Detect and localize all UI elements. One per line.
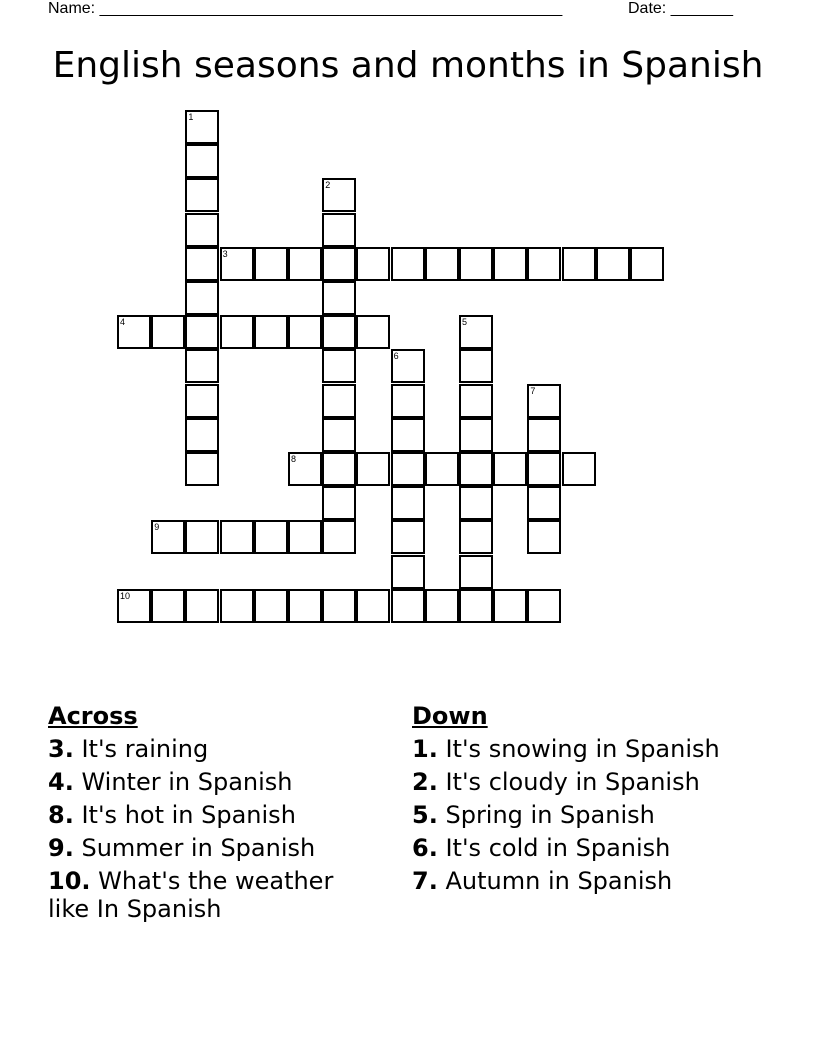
crossword-cell[interactable] [220,247,254,281]
crossword-cell[interactable] [562,247,596,281]
crossword-cell[interactable] [391,418,425,452]
crossword-cell[interactable] [391,349,425,383]
clue-text: It's cloudy in Spanish [445,768,700,796]
across-clues [48,702,368,928]
crossword-cell[interactable] [527,384,561,418]
date-field[interactable]: Date: _______ [628,0,733,17]
clue-item [48,735,368,763]
clue-text: What's the weather like In Spanish [48,867,334,923]
name-field[interactable]: Name: ____________________________________________________ [48,0,563,17]
crossword-cell[interactable] [391,555,425,589]
crossword-cell[interactable] [527,418,561,452]
crossword-cell[interactable] [117,315,151,349]
crossword-cell[interactable] [322,418,356,452]
clue-number-label: 2 [325,180,331,191]
crossword-cell[interactable] [322,452,356,486]
crossword-cell[interactable] [185,452,219,486]
crossword-cell[interactable] [391,452,425,486]
clue-number-label: 9 [154,522,160,533]
across-heading: Across [48,702,138,730]
crossword-cell[interactable] [493,589,527,623]
crossword-cell[interactable] [185,349,219,383]
crossword-cell[interactable] [425,589,459,623]
crossword-cell[interactable] [459,247,493,281]
crossword-cell[interactable] [220,589,254,623]
crossword-cell[interactable] [185,589,219,623]
crossword-cell[interactable] [630,247,664,281]
crossword-cell[interactable] [254,315,288,349]
clue-text: Summer in Spanish [81,834,316,862]
crossword-cell[interactable] [288,452,322,486]
clue-number-label: 1 [188,112,194,122]
crossword-cell[interactable] [185,213,219,247]
clue-number: 10. [48,867,91,895]
clue-text: Spring in Spanish [445,801,655,829]
crossword-cell[interactable] [356,589,390,623]
clue-number: 1. [412,735,438,763]
clue-item [48,801,368,829]
crossword-cell[interactable] [254,520,288,554]
crossword-cell[interactable] [322,486,356,520]
crossword-cell[interactable] [459,452,493,486]
crossword-cell[interactable] [562,452,596,486]
clue-item [412,768,792,796]
clue-item [48,834,368,862]
crossword-cell[interactable] [288,315,322,349]
clue-number: 9. [48,834,74,862]
crossword-cell[interactable] [185,178,219,212]
clue-text: Winter in Spanish [81,768,293,796]
crossword-cell[interactable] [391,247,425,281]
crossword-cell[interactable] [356,247,390,281]
crossword-cell[interactable] [391,589,425,623]
crossword-cell[interactable] [254,247,288,281]
clue-number-label: 7 [530,385,536,396]
crossword-cell[interactable] [117,589,151,623]
crossword-cell[interactable] [493,452,527,486]
crossword-cell[interactable] [322,589,356,623]
crossword-cell[interactable] [459,349,493,383]
clue-number-label: 3 [222,248,228,259]
crossword-cell[interactable] [425,452,459,486]
crossword-cell[interactable] [459,315,493,349]
crossword-cell[interactable] [288,520,322,554]
crossword-cell[interactable] [322,520,356,554]
crossword-cell[interactable] [459,486,493,520]
clue-number: 7. [412,867,438,895]
crossword-cell[interactable] [151,589,185,623]
crossword-cell[interactable] [459,384,493,418]
clue-number: 6. [412,834,438,862]
crossword-cell[interactable] [391,486,425,520]
crossword-cell[interactable] [185,418,219,452]
down-heading: Down [412,702,488,730]
clue-item [412,834,792,862]
crossword-cell[interactable] [322,281,356,315]
crossword-cell[interactable] [527,520,561,554]
crossword-cell[interactable] [220,520,254,554]
crossword-cell[interactable] [322,349,356,383]
crossword-cell[interactable] [185,520,219,554]
crossword-cell[interactable] [527,247,561,281]
clue-number: 5. [412,801,438,829]
crossword-cell[interactable] [185,144,219,178]
page-title: English seasons and months in Spanish [52,45,764,86]
clue-item [412,801,792,829]
clue-number-label: 5 [462,317,468,328]
crossword-cell[interactable] [459,520,493,554]
clue-item [48,768,368,796]
clue-number-label: 6 [393,351,399,362]
crossword-cell[interactable] [185,315,219,349]
crossword-cell[interactable] [151,315,185,349]
clue-number: 2. [412,768,438,796]
clue-item [48,867,368,923]
clue-number: 3. [48,735,74,763]
crossword-cell[interactable] [356,452,390,486]
crossword-cell[interactable] [185,110,219,144]
crossword-cell[interactable] [288,247,322,281]
crossword-cell[interactable] [322,213,356,247]
crossword-cell[interactable] [459,555,493,589]
crossword-cell[interactable] [425,247,459,281]
clue-item [412,735,792,763]
crossword-cell[interactable] [356,315,390,349]
clue-text: It's raining [81,735,209,763]
crossword-cell[interactable] [322,178,356,212]
crossword-cell[interactable] [322,247,356,281]
down-clues [412,702,792,900]
crossword-cell[interactable] [288,589,322,623]
clue-text: Autumn in Spanish [445,867,673,895]
crossword-cell[interactable] [185,281,219,315]
crossword-cell[interactable] [391,520,425,554]
clue-number-label: 10 [120,590,131,601]
clue-text: It's cold in Spanish [445,834,671,862]
crossword-cell[interactable] [220,315,254,349]
crossword-cell[interactable] [596,247,630,281]
crossword-cell[interactable] [254,589,288,623]
clue-text: It's snowing in Spanish [445,735,720,763]
crossword-cell[interactable] [151,520,185,554]
clue-number-label: 8 [291,454,297,464]
clue-number: 4. [48,768,74,796]
crossword-cell[interactable] [185,247,219,281]
crossword-cell[interactable] [391,384,425,418]
crossword-cell[interactable] [185,384,219,418]
clue-number: 8. [48,801,74,829]
crossword-cell[interactable] [322,315,356,349]
crossword-cell[interactable] [493,247,527,281]
crossword-cell[interactable] [459,418,493,452]
crossword-cell[interactable] [527,452,561,486]
crossword-cell[interactable] [459,589,493,623]
crossword-cell[interactable] [527,589,561,623]
clue-item [412,867,792,895]
crossword-cell[interactable] [322,384,356,418]
clue-number-label: 4 [120,317,126,328]
clue-text: It's hot in Spanish [81,801,296,829]
crossword-cell[interactable] [527,486,561,520]
